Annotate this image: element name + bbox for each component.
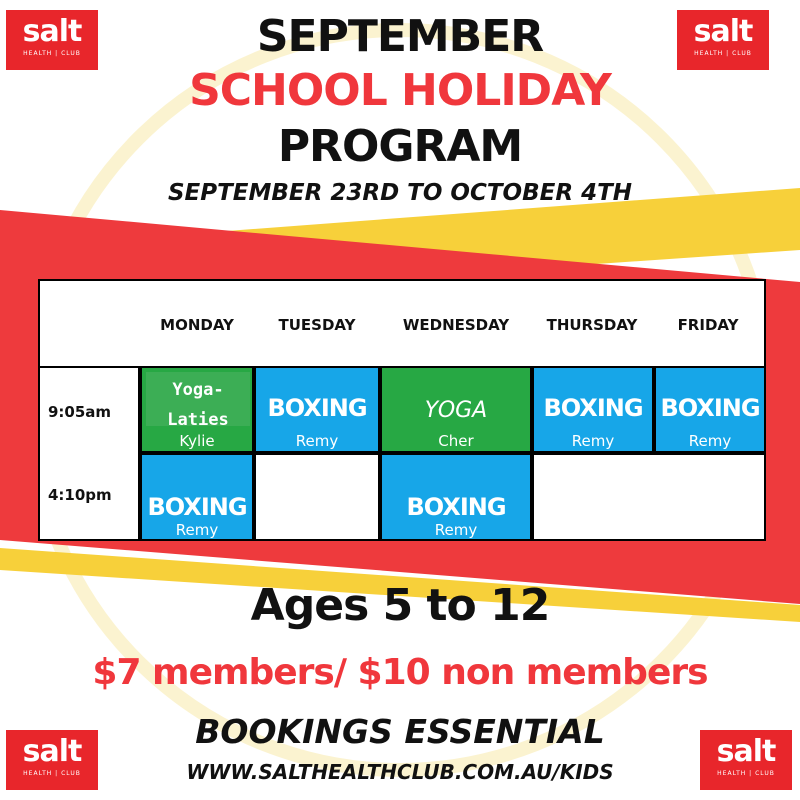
session-instructor: Remy: [571, 432, 615, 450]
session-title: BOXING: [267, 394, 367, 422]
session-wednesday-morning: [380, 366, 532, 453]
session-monday-afternoon: [140, 453, 254, 541]
session-friday-morning: [654, 366, 766, 453]
session-monday-morning: [140, 366, 254, 453]
logo-word: salt: [693, 14, 753, 49]
title-line-1: SEPTEMBER: [256, 11, 544, 62]
day-header-thursday: THURSDAY: [546, 316, 638, 334]
logo-subtitle: HEALTH | CLUB: [694, 50, 752, 57]
yogalaties-title-box: [146, 372, 250, 430]
session-instructor: Remy: [295, 432, 339, 450]
logo-word: salt: [22, 734, 82, 769]
session-title: YOGA: [424, 398, 488, 423]
session-title: BOXING: [660, 394, 760, 422]
session-title-part-2: Laties: [167, 410, 229, 430]
day-header-wednesday: WEDNESDAY: [402, 316, 510, 334]
logo-subtitle: HEALTH | CLUB: [717, 770, 775, 777]
empty-slot-tuesday-afternoon: [254, 453, 380, 541]
session-instructor: Remy: [175, 521, 219, 539]
session-wednesday-afternoon: [380, 453, 532, 541]
logo-word: salt: [716, 734, 776, 769]
title-line-2: SCHOOL HOLIDAY: [189, 65, 611, 116]
date-range: SEPTEMBER 23RD TO OCTOBER 4TH: [167, 180, 633, 206]
session-instructor: Remy: [434, 521, 478, 539]
day-header-friday: FRIDAY: [677, 316, 739, 334]
time-label-morning: 9:05am: [48, 403, 112, 421]
age-range: Ages 5 to 12: [250, 580, 550, 631]
time-label-afternoon: 4:10pm: [48, 486, 112, 504]
bookings-note: BOOKINGS ESSENTIAL: [195, 712, 605, 751]
session-title: BOXING: [543, 394, 643, 422]
session-title: BOXING: [406, 493, 506, 521]
title-line-3: PROGRAM: [277, 121, 523, 172]
session-thursday-morning: [532, 366, 654, 453]
day-header-monday: MONDAY: [160, 316, 234, 334]
session-tuesday-morning: [254, 366, 380, 453]
logo-subtitle: HEALTH | CLUB: [23, 770, 81, 777]
time-column: [38, 366, 140, 541]
website-url: WWW.SALTHEALTHCLUB.COM.AU/KIDS: [186, 760, 614, 784]
session-instructor: Cher: [438, 432, 474, 450]
logo-word: salt: [22, 14, 82, 49]
session-title: BOXING: [147, 493, 247, 521]
empty-slot-thursday-friday-afternoon: [532, 453, 766, 541]
day-header-tuesday: TUESDAY: [278, 316, 356, 334]
session-instructor: Remy: [688, 432, 732, 450]
pricing: $7 members/ $10 non members: [92, 652, 708, 693]
session-title-part-1: Yoga-: [172, 380, 224, 400]
logo-subtitle: HEALTH | CLUB: [23, 50, 81, 57]
session-instructor: Kylie: [179, 432, 215, 450]
